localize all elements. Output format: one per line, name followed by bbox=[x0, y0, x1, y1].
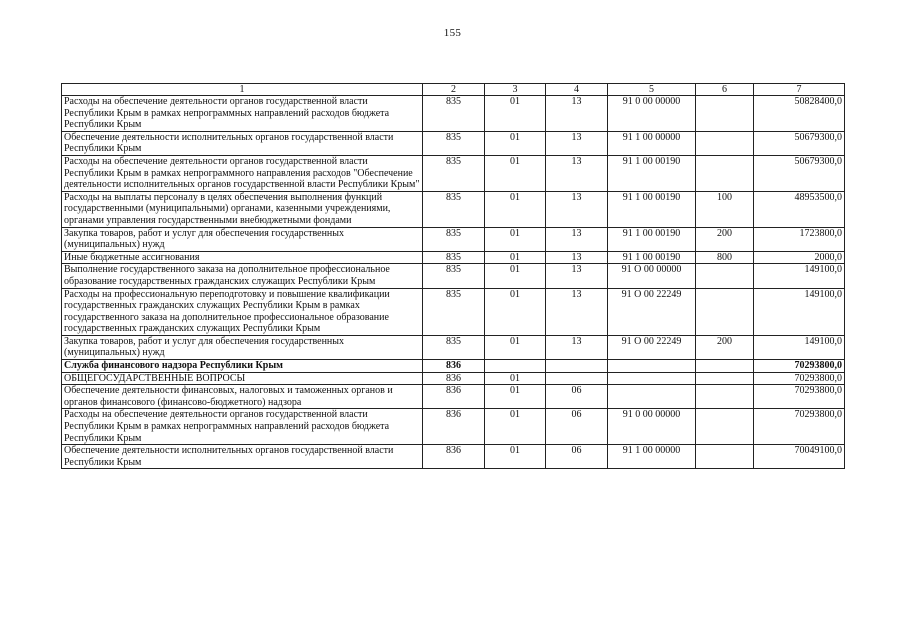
cell-code: 836 bbox=[423, 385, 485, 409]
cell-amount: 70293800,0 bbox=[754, 372, 845, 385]
cell-target-article: 91 1 00 00190 bbox=[608, 227, 696, 251]
cell-code: 835 bbox=[423, 155, 485, 191]
cell-name: Расходы на выплаты персоналу в целях обеспечения выполнения функций государственными (муниципальными) органами, казенными учреждениями, органами управления государственными внебюджетными фондами bbox=[62, 191, 423, 227]
cell-target-article: 91 0 00 00000 bbox=[608, 409, 696, 445]
cell-target-article: 91 1 00 00190 bbox=[608, 251, 696, 264]
table-row bbox=[62, 264, 845, 288]
cell-section: 01 bbox=[485, 191, 546, 227]
table-row bbox=[62, 227, 845, 251]
cell-subsection: 13 bbox=[546, 227, 608, 251]
cell-expense-type bbox=[696, 288, 754, 335]
cell-section: 01 bbox=[485, 227, 546, 251]
cell-name: Расходы на обеспечение деятельности органов государственной власти Республики Крым в рамках непрограммных направлений расходов бюджета Республики Крым bbox=[62, 409, 423, 445]
cell-subsection: 13 bbox=[546, 264, 608, 288]
cell-target-article: 91 О 00 22249 bbox=[608, 335, 696, 359]
header-row bbox=[62, 84, 845, 96]
cell-expense-type: 800 bbox=[696, 251, 754, 264]
cell-amount: 70293800,0 bbox=[754, 360, 845, 373]
budget-table bbox=[61, 83, 845, 469]
table-row bbox=[62, 385, 845, 409]
cell-subsection: 13 bbox=[546, 288, 608, 335]
cell-section: 01 bbox=[485, 96, 546, 132]
cell-amount: 50679300,0 bbox=[754, 131, 845, 155]
column-header: 4 bbox=[546, 84, 608, 96]
cell-section: 01 bbox=[485, 372, 546, 385]
cell-target-article bbox=[608, 385, 696, 409]
cell-code: 835 bbox=[423, 251, 485, 264]
cell-section: 01 bbox=[485, 409, 546, 445]
column-header: 3 bbox=[485, 84, 546, 96]
table-row bbox=[62, 288, 845, 335]
cell-target-article bbox=[608, 372, 696, 385]
cell-amount: 50828400,0 bbox=[754, 96, 845, 132]
column-header: 6 bbox=[696, 84, 754, 96]
cell-amount: 149100,0 bbox=[754, 264, 845, 288]
cell-amount: 70049100,0 bbox=[754, 445, 845, 469]
page-number: 155 bbox=[443, 27, 462, 39]
cell-subsection: 13 bbox=[546, 96, 608, 132]
cell-subsection: 13 bbox=[546, 335, 608, 359]
cell-section: 01 bbox=[485, 155, 546, 191]
cell-code: 835 bbox=[423, 131, 485, 155]
cell-code: 835 bbox=[423, 191, 485, 227]
cell-amount: 1723800,0 bbox=[754, 227, 845, 251]
cell-amount: 50679300,0 bbox=[754, 155, 845, 191]
table-row bbox=[62, 360, 845, 373]
column-header: 7 bbox=[754, 84, 845, 96]
cell-subsection: 13 bbox=[546, 191, 608, 227]
cell-subsection: 06 bbox=[546, 409, 608, 445]
cell-amount: 149100,0 bbox=[754, 335, 845, 359]
cell-code: 835 bbox=[423, 96, 485, 132]
cell-code: 836 bbox=[423, 409, 485, 445]
cell-expense-type bbox=[696, 155, 754, 191]
table-row bbox=[62, 335, 845, 359]
cell-name: Расходы на профессиональную переподготовку и повышение квалификации государственных гражданских служащих Республики Крым в рамках государственного заказа на дополнительное профессиональное образование государственных гражданских служащих Республики Крым bbox=[62, 288, 423, 335]
cell-expense-type bbox=[696, 372, 754, 385]
cell-subsection: 13 bbox=[546, 251, 608, 264]
cell-code: 836 bbox=[423, 372, 485, 385]
cell-section: 01 bbox=[485, 131, 546, 155]
cell-name: Служба финансового надзора Республики Крым bbox=[62, 360, 423, 373]
cell-section: 01 bbox=[485, 385, 546, 409]
cell-code: 836 bbox=[423, 360, 485, 373]
column-header: 2 bbox=[423, 84, 485, 96]
cell-expense-type bbox=[696, 360, 754, 373]
cell-target-article: 91 О 00 00000 bbox=[608, 264, 696, 288]
column-header: 5 bbox=[608, 84, 696, 96]
cell-expense-type: 200 bbox=[696, 227, 754, 251]
cell-code: 836 bbox=[423, 445, 485, 469]
cell-expense-type: 100 bbox=[696, 191, 754, 227]
cell-amount: 70293800,0 bbox=[754, 385, 845, 409]
cell-name: Расходы на обеспечение деятельности органов государственной власти Республики Крым в рамках непрограммных направлений расходов бюджета Республики Крым bbox=[62, 96, 423, 132]
cell-name: Обеспечение деятельности финансовых, налоговых и таможенных органов и органов финансового (финансово-бюджетного) надзора bbox=[62, 385, 423, 409]
cell-name: Закупка товаров, работ и услуг для обеспечения государственных (муниципальных) нужд bbox=[62, 335, 423, 359]
cell-expense-type: 200 bbox=[696, 335, 754, 359]
table-row bbox=[62, 155, 845, 191]
cell-name: Расходы на обеспечение деятельности органов государственной власти Республики Крым в рамках непрограммного направления расходов "Обеспечение деятельности исполнительных органов государственной власти Республики Крым" bbox=[62, 155, 423, 191]
table-row bbox=[62, 372, 845, 385]
cell-amount: 70293800,0 bbox=[754, 409, 845, 445]
cell-subsection: 06 bbox=[546, 445, 608, 469]
cell-expense-type bbox=[696, 131, 754, 155]
table-row bbox=[62, 251, 845, 264]
cell-subsection: 06 bbox=[546, 385, 608, 409]
cell-code: 835 bbox=[423, 264, 485, 288]
cell-name: Закупка товаров, работ и услуг для обеспечения государственных (муниципальных) нужд bbox=[62, 227, 423, 251]
cell-section: 01 bbox=[485, 264, 546, 288]
cell-target-article: 91 1 00 00000 bbox=[608, 131, 696, 155]
cell-target-article: 91 О 00 22249 bbox=[608, 288, 696, 335]
cell-section: 01 bbox=[485, 445, 546, 469]
cell-code: 835 bbox=[423, 227, 485, 251]
cell-target-article: 91 1 00 00190 bbox=[608, 155, 696, 191]
cell-target-article bbox=[608, 360, 696, 373]
cell-target-article: 91 1 00 00190 bbox=[608, 191, 696, 227]
cell-target-article: 91 0 00 00000 bbox=[608, 96, 696, 132]
table-row bbox=[62, 131, 845, 155]
cell-name: Обеспечение деятельности исполнительных органов государственной власти Республики Крым bbox=[62, 131, 423, 155]
table-row bbox=[62, 96, 845, 132]
table-row bbox=[62, 445, 845, 469]
cell-code: 835 bbox=[423, 335, 485, 359]
cell-name: Обеспечение деятельности исполнительных органов государственной власти Республики Крым bbox=[62, 445, 423, 469]
cell-section: 01 bbox=[485, 335, 546, 359]
table-row bbox=[62, 409, 845, 445]
cell-section bbox=[485, 360, 546, 373]
cell-section: 01 bbox=[485, 288, 546, 335]
cell-subsection: 13 bbox=[546, 131, 608, 155]
cell-name: Выполнение государственного заказа на дополнительное профессиональное образование государственных гражданских служащих Республики Крым bbox=[62, 264, 423, 288]
cell-target-article: 91 1 00 00000 bbox=[608, 445, 696, 469]
column-header: 1 bbox=[62, 84, 423, 96]
cell-section: 01 bbox=[485, 251, 546, 264]
table-row bbox=[62, 191, 845, 227]
cell-amount: 2000,0 bbox=[754, 251, 845, 264]
cell-expense-type bbox=[696, 264, 754, 288]
cell-subsection bbox=[546, 360, 608, 373]
cell-subsection: 13 bbox=[546, 155, 608, 191]
cell-subsection bbox=[546, 372, 608, 385]
cell-amount: 149100,0 bbox=[754, 288, 845, 335]
cell-expense-type bbox=[696, 409, 754, 445]
cell-name: ОБЩЕГОСУДАРСТВЕННЫЕ ВОПРОСЫ bbox=[62, 372, 423, 385]
cell-amount: 48953500,0 bbox=[754, 191, 845, 227]
cell-code: 835 bbox=[423, 288, 485, 335]
cell-expense-type bbox=[696, 96, 754, 132]
cell-name: Иные бюджетные ассигнования bbox=[62, 251, 423, 264]
cell-expense-type bbox=[696, 385, 754, 409]
cell-expense-type bbox=[696, 445, 754, 469]
